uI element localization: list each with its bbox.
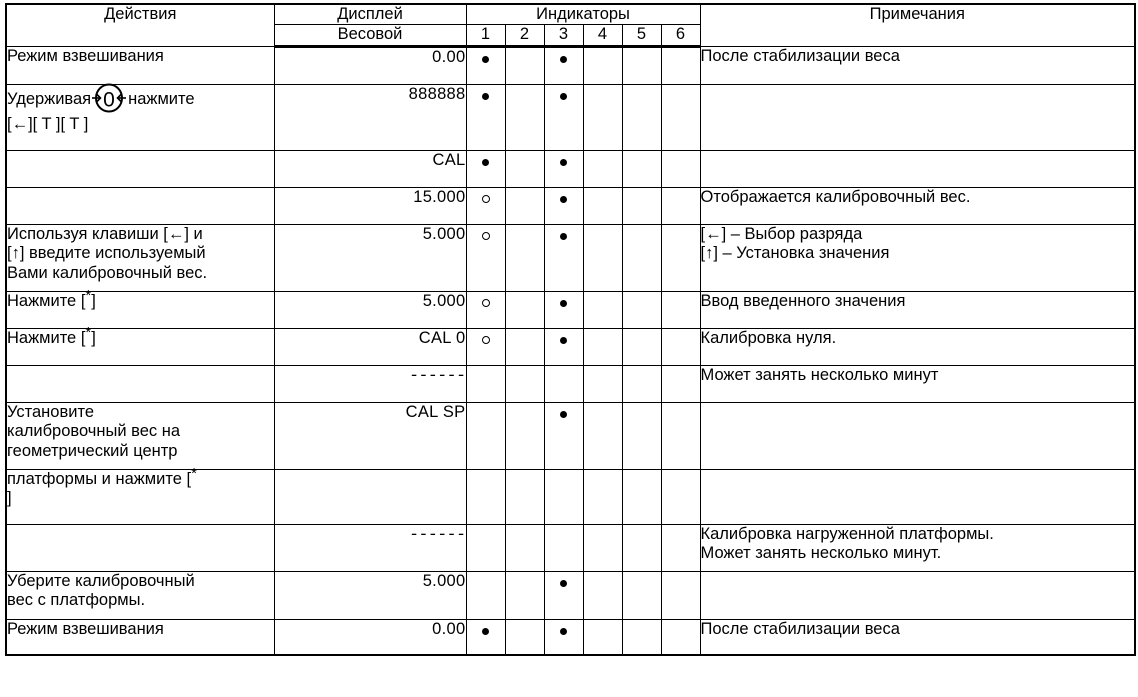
table-row [6, 469, 1135, 524]
notes-cell: Может занять несколько минут [700, 365, 1135, 402]
action-text-line3: Вами калибровочный вес. [7, 263, 208, 282]
table-row [6, 619, 1135, 655]
display-cell: 5.000 [274, 224, 466, 291]
indicator-cell-3 [544, 187, 583, 224]
indicator-cell-4 [583, 328, 622, 365]
action-cell [6, 84, 274, 150]
indicator-cell-2 [505, 469, 544, 524]
header-row-top [6, 4, 1135, 25]
indicator-cell-3 [544, 84, 583, 150]
display-cell: 0.00 [274, 46, 466, 84]
calibration-table [5, 3, 1136, 656]
notes-cell: После стабилизации веса [700, 46, 1135, 84]
indicator-cell-1 [466, 224, 505, 291]
notes-cell [700, 402, 1135, 469]
indicator-cell-2 [505, 571, 544, 619]
notes-cell [700, 224, 1135, 291]
indicator-dot-hollow [482, 299, 490, 307]
indicator-cell-3 [544, 469, 583, 524]
action-cell [6, 524, 274, 571]
indicator-dot-filled [560, 233, 567, 240]
indicator-cell-4 [583, 187, 622, 224]
action-cell [6, 287, 274, 328]
indicator-cell-5 [622, 150, 661, 187]
notes-cell [700, 571, 1135, 619]
indicator-cell-6 [661, 571, 700, 619]
indicator-cell-4 [583, 365, 622, 402]
action-cell: Режим взвешивания [6, 619, 274, 655]
indicator-cell-5 [622, 619, 661, 655]
action-cell [6, 571, 274, 619]
indicator-cell-3 [544, 365, 583, 402]
indicator-cell-4 [583, 524, 622, 571]
indicator-cell-6 [661, 150, 700, 187]
action-text-suffix: ] [91, 328, 96, 347]
action-cell [6, 365, 274, 402]
display-cell: ------ [274, 524, 466, 571]
action-text-suffix: ] [91, 291, 96, 310]
indicator-cell-2 [505, 402, 544, 469]
table-row [6, 328, 1135, 365]
action-cell [6, 187, 274, 224]
action-cell [6, 402, 274, 469]
indicator-cell-6 [661, 365, 700, 402]
notes-cell [700, 150, 1135, 187]
action-text-line3: геометрический центр [7, 441, 178, 460]
indicator-cell-1 [466, 365, 505, 402]
action-text-line2: [←][ T ][ T ] [7, 114, 89, 133]
indicator-cell-4 [583, 291, 622, 328]
action-cell [6, 224, 274, 291]
indicator-cell-5 [622, 291, 661, 328]
table-row [6, 524, 1135, 571]
indicator-cell-3 [544, 524, 583, 571]
indicator-cell-6 [661, 291, 700, 328]
display-cell [274, 469, 466, 524]
indicator-cell-4 [583, 224, 622, 291]
indicator-cell-1 [466, 402, 505, 469]
table-row [6, 402, 1135, 469]
indicator-cell-6 [661, 84, 700, 150]
notes-cell: Ввод введенного значения [700, 291, 1135, 328]
indicator-cell-4 [583, 402, 622, 469]
indicator-cell-4 [583, 619, 622, 655]
display-cell: 0.00 [274, 619, 466, 655]
indicator-dot-hollow [482, 195, 490, 203]
notes-text-line1: Калибровка нагруженной платформы. [700, 524, 994, 543]
indicator-cell-1 [466, 150, 505, 187]
table-row [6, 187, 1135, 224]
action-cell [6, 465, 274, 524]
indicator-cell-5 [622, 328, 661, 365]
indicator-cell-2 [505, 187, 544, 224]
indicator-column-3: 3 [544, 25, 583, 46]
column-header-action: Действия [6, 4, 274, 46]
indicator-dot-filled [560, 159, 567, 166]
notes-cell: Отображается калибровочный вес. [700, 187, 1135, 224]
notes-text-line2: Может занять несколько минут. [700, 544, 942, 563]
indicator-column-6: 6 [661, 25, 700, 46]
indicator-cell-3 [544, 150, 583, 187]
indicator-cell-3 [544, 291, 583, 328]
notes-cell [700, 84, 1135, 150]
action-text-line2: калибровочный вес на [7, 422, 181, 441]
indicator-cell-5 [622, 469, 661, 524]
action-text-line1: Используя клавиши [←] и [7, 224, 203, 243]
indicator-cell-3 [544, 328, 583, 365]
indicator-cell-3 [544, 224, 583, 291]
table-row [6, 224, 1135, 291]
indicator-dot-filled [560, 93, 567, 100]
indicator-cell-5 [622, 571, 661, 619]
notes-text-line1: [←] – Выбор разряда [700, 224, 863, 243]
indicator-dot-filled [560, 580, 567, 587]
display-cell: 5.000 [274, 571, 466, 619]
zero-key-icon [91, 83, 127, 113]
action-text-suffix: ] [7, 489, 12, 508]
notes-cell: После стабилизации веса [700, 619, 1135, 655]
indicator-cell-2 [505, 619, 544, 655]
indicator-dot-filled [482, 628, 489, 635]
column-header-indicators: Индикаторы [466, 4, 700, 25]
indicator-cell-1 [466, 524, 505, 571]
notes-cell [700, 469, 1135, 524]
indicator-dot-filled [482, 56, 489, 63]
action-text-prefix: платформы и нажмите [ [7, 469, 192, 488]
indicator-dot-filled [482, 159, 489, 166]
table-row [6, 84, 1135, 150]
action-cell [6, 150, 274, 187]
notes-cell [700, 524, 1135, 571]
indicator-cell-2 [505, 524, 544, 571]
table-row [6, 291, 1135, 328]
asterisk-key-glyph: * [85, 287, 92, 305]
notes-cell: Калибровка нуля. [700, 328, 1135, 365]
indicator-column-4: 4 [583, 25, 622, 46]
indicator-cell-4 [583, 571, 622, 619]
action-text-line1: Установите [7, 402, 94, 421]
indicator-column-5: 5 [622, 25, 661, 46]
indicator-cell-2 [505, 224, 544, 291]
svg-text:0: 0 [103, 88, 115, 112]
action-text-line1: Уберите калибровочный [7, 571, 195, 590]
indicator-dot-filled [560, 411, 567, 418]
indicator-cell-2 [505, 328, 544, 365]
display-cell: CAL [274, 150, 466, 187]
indicator-cell-5 [622, 402, 661, 469]
indicator-cell-4 [583, 84, 622, 150]
action-cell [6, 324, 274, 365]
indicator-cell-3 [544, 619, 583, 655]
column-header-notes: Примечания [700, 4, 1135, 46]
indicator-cell-5 [622, 46, 661, 84]
action-text-part2: нажмите [128, 90, 195, 109]
indicator-cell-6 [661, 402, 700, 469]
indicator-cell-5 [622, 365, 661, 402]
indicator-cell-2 [505, 291, 544, 328]
indicator-cell-5 [622, 84, 661, 150]
indicator-cell-2 [505, 84, 544, 150]
indicator-cell-3 [544, 571, 583, 619]
indicator-cell-6 [661, 619, 700, 655]
indicator-cell-4 [583, 150, 622, 187]
asterisk-key-glyph: * [191, 465, 197, 483]
action-cell: Режим взвешивания [6, 46, 274, 84]
indicator-cell-5 [622, 524, 661, 571]
indicator-dot-filled [482, 93, 489, 100]
indicator-cell-6 [661, 469, 700, 524]
indicator-dot-hollow [482, 232, 490, 240]
action-text-line2: вес с платформы. [7, 591, 146, 610]
asterisk-key-glyph: * [85, 324, 92, 342]
indicator-cell-1 [466, 291, 505, 328]
action-text-line2: [↑] введите используемый [7, 244, 206, 263]
notes-text-line2: [↑] – Установка значения [700, 244, 890, 263]
indicator-dot-hollow [482, 336, 490, 344]
indicator-dot-filled [560, 628, 567, 635]
display-cell: ------ [274, 365, 466, 402]
table-row [6, 150, 1135, 187]
indicator-cell-3 [544, 46, 583, 84]
table-row [6, 46, 1135, 84]
display-cell: 888888 [274, 84, 466, 150]
indicator-cell-4 [583, 46, 622, 84]
table-body [6, 46, 1135, 655]
action-text-prefix: Нажмите [ [7, 291, 86, 310]
action-text-prefix: Нажмите [ [7, 328, 86, 347]
indicator-column-1: 1 [466, 25, 505, 46]
column-subheader-display-weighing: Весовой [274, 25, 466, 46]
indicator-cell-2 [505, 365, 544, 402]
indicator-cell-2 [505, 46, 544, 84]
indicator-cell-4 [583, 469, 622, 524]
indicator-cell-6 [661, 224, 700, 291]
display-cell: 5.000 [274, 291, 466, 328]
indicator-cell-1 [466, 469, 505, 524]
indicator-cell-2 [505, 150, 544, 187]
indicator-cell-6 [661, 328, 700, 365]
table-row [6, 571, 1135, 619]
indicator-dot-filled [560, 300, 567, 307]
display-cell: CAL SP [274, 402, 466, 469]
indicator-cell-1 [466, 328, 505, 365]
indicator-cell-1 [466, 571, 505, 619]
table-row [6, 365, 1135, 402]
indicator-dot-filled [560, 196, 567, 203]
display-cell: CAL 0 [274, 328, 466, 365]
indicator-cell-5 [622, 224, 661, 291]
indicator-cell-6 [661, 46, 700, 84]
indicator-cell-1 [466, 187, 505, 224]
table-header [6, 4, 1135, 46]
indicator-cell-1 [466, 619, 505, 655]
indicator-cell-1 [466, 84, 505, 150]
action-text-part1: Удерживая [7, 90, 92, 109]
indicator-cell-6 [661, 524, 700, 571]
indicator-cell-1 [466, 46, 505, 84]
indicator-cell-6 [661, 187, 700, 224]
indicator-cell-5 [622, 187, 661, 224]
column-header-display: Дисплей [274, 4, 466, 25]
display-cell: 15.000 [274, 187, 466, 224]
indicator-column-2: 2 [505, 25, 544, 46]
indicator-dot-filled [560, 337, 567, 344]
indicator-dot-filled [560, 56, 567, 63]
indicator-cell-3 [544, 402, 583, 469]
